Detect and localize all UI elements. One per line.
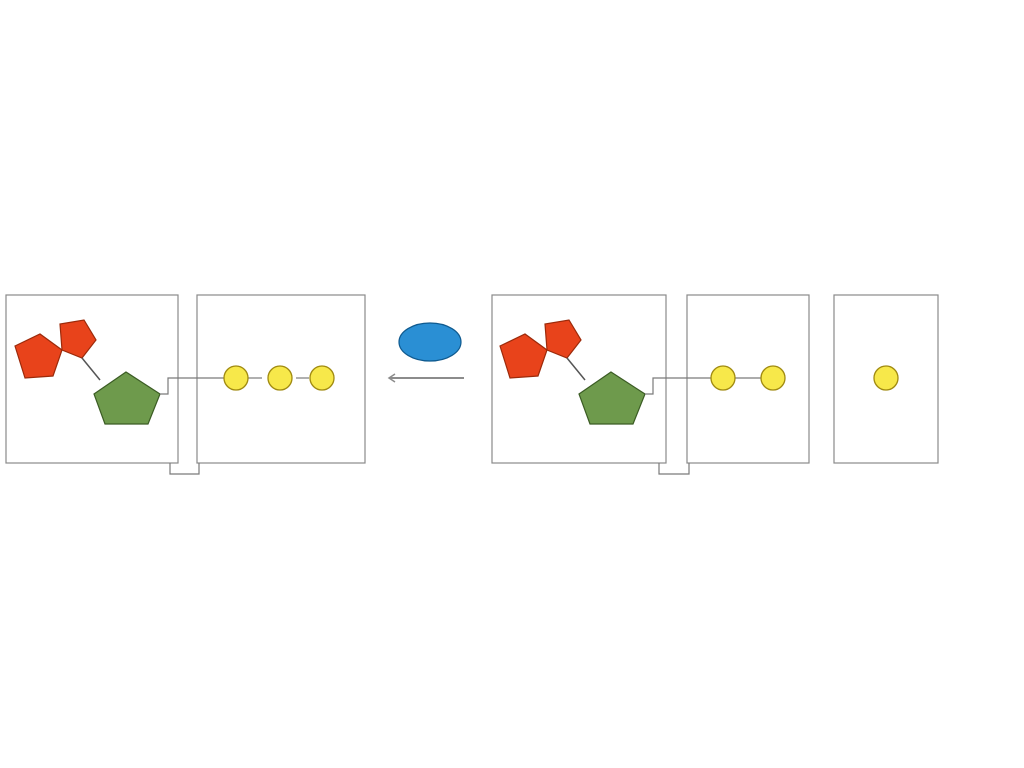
adp-adenosine-box — [492, 295, 666, 463]
adp-phosphate-2 — [761, 366, 785, 390]
atp-phosphate-3 — [310, 366, 334, 390]
adp-molecule — [492, 295, 809, 474]
top-text-banner — [0, 0, 1024, 244]
atp-hydrolysis-diagram — [0, 288, 1024, 504]
adp-bracket — [659, 463, 689, 474]
atp-adenosine-box — [6, 295, 178, 463]
adp-phosphate-1 — [711, 366, 735, 390]
atp-phosphate-1 — [224, 366, 248, 390]
atp-phosphate-2 — [268, 366, 292, 390]
water-oval-icon — [399, 323, 461, 361]
free-phosphate — [834, 295, 938, 463]
reaction-arrow-icon — [389, 374, 464, 382]
bottom-text-banner — [0, 538, 1024, 734]
atp-bracket — [170, 463, 199, 474]
adp-diphosphate-box — [687, 295, 809, 463]
atp-molecule — [6, 295, 365, 474]
